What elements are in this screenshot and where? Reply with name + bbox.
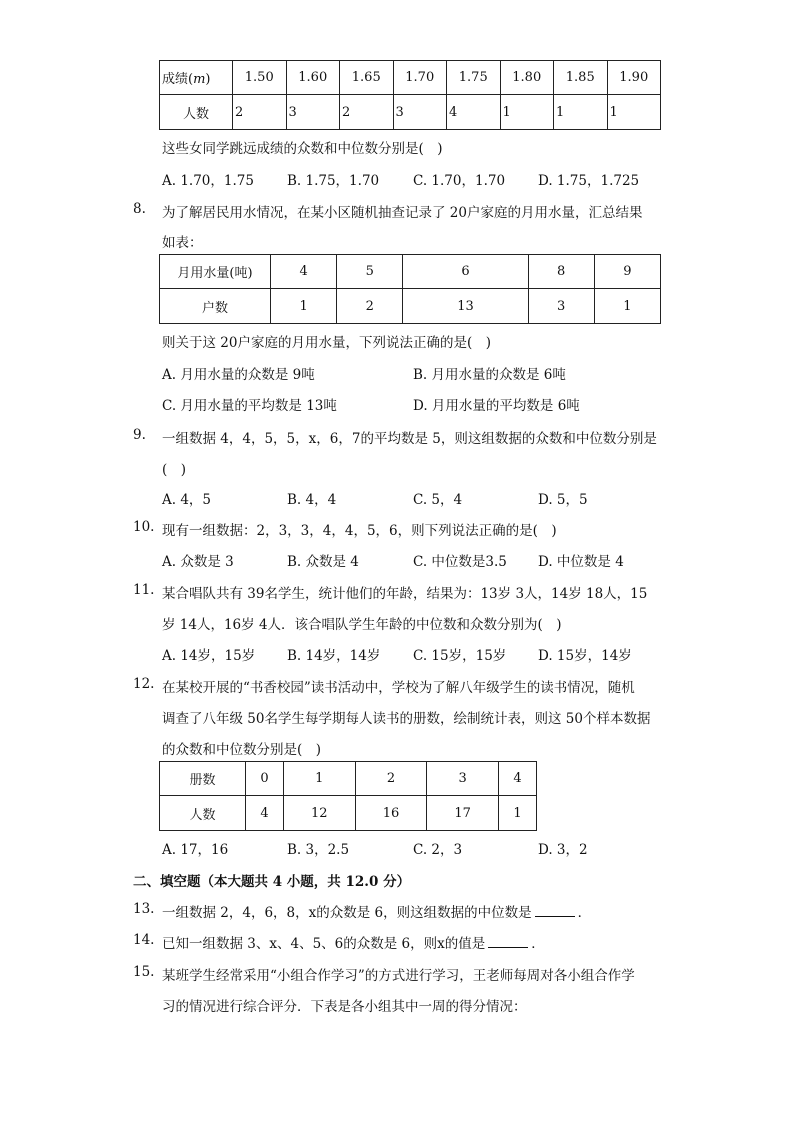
water-cell: 5 <box>337 255 403 289</box>
water-header-label: 月用水量(吨) <box>160 255 271 289</box>
option-a: A. 4，5 <box>162 492 212 508</box>
question-number: 12. <box>133 676 155 692</box>
household-cell: 13 <box>403 289 528 324</box>
option-a: A. 众数是 3 <box>162 554 234 570</box>
question-number: 10. <box>133 519 155 535</box>
question-8-line: 为了解居民用水情况，在某小区随机抽查记录了 20户家庭的月用水量，汇总结果 <box>162 205 643 221</box>
question-12-line: 在某校开展的“书香校园”读书活动中，学校为了解八年级学生的读书情况，随机 <box>162 680 635 696</box>
answer-blank[interactable] <box>488 933 528 948</box>
question-number: 9. <box>133 427 146 443</box>
books-table <box>159 761 537 831</box>
option-a: A. 14岁，15岁 <box>162 648 256 664</box>
books-cell: 1 <box>283 762 355 796</box>
question-14-end: ． <box>531 936 545 952</box>
score-cell: 1.65 <box>340 61 394 95</box>
students-cell: 4 <box>246 796 284 831</box>
books-header-label: 册数 <box>160 762 246 796</box>
students-row-label: 人数 <box>160 796 246 831</box>
answer-blank[interactable] <box>535 902 575 917</box>
household-cell: 1 <box>271 289 337 324</box>
question-15-line: 某班学生经常采用“小组合作学习”的方式进行学习，王老师每周对各小组合作学 <box>162 968 635 984</box>
option-a: A. 月用水量的众数是 9吨 <box>162 367 315 383</box>
option-a: A. 1.70，1.75 <box>162 173 254 189</box>
count-cell: 3 <box>286 95 340 130</box>
option-d: D. 3，2 <box>538 842 588 858</box>
score-cell: 1.90 <box>607 61 661 95</box>
question-13-text: 一组数据 2，4，6，8，x的众数是 6，则这组数据的中位数是 <box>162 905 532 921</box>
count-cell: 3 <box>393 95 447 130</box>
option-b: B. 4，4 <box>287 492 337 508</box>
students-cell: 12 <box>283 796 355 831</box>
option-c: C. 中位数是3.5 <box>413 554 507 570</box>
section-heading: 二、填空题（本大题共 4 小题，共 12.0 分） <box>133 874 411 890</box>
score-cell: 1.85 <box>554 61 608 95</box>
water-cell: 8 <box>528 255 594 289</box>
students-cell: 1 <box>499 796 537 831</box>
question-number: 11. <box>133 582 155 598</box>
score-cell: 1.60 <box>286 61 340 95</box>
score-table <box>159 60 661 130</box>
option-b: B. 3，2.5 <box>287 842 350 858</box>
question-8-line: 如表： <box>162 235 203 251</box>
water-cell: 9 <box>594 255 660 289</box>
question-14-text: 已知一组数据 3、x、4、5、6的众数是 6，则x的值是 <box>162 936 486 952</box>
option-c: C. 5，4 <box>413 492 463 508</box>
option-c: C. 月用水量的平均数是 13吨 <box>162 398 337 414</box>
option-a: A. 17，16 <box>162 842 229 858</box>
option-d: D. 15岁，14岁 <box>538 648 632 664</box>
option-c: C. 15岁，15岁 <box>413 648 507 664</box>
option-b: B. 月用水量的众数是 6吨 <box>413 367 566 383</box>
household-row-label: 户数 <box>160 289 271 324</box>
question-14-line <box>162 932 545 952</box>
household-cell: 3 <box>528 289 594 324</box>
score-cell: 1.70 <box>393 61 447 95</box>
count-cell: 1 <box>554 95 608 130</box>
question-number: 15. <box>133 964 155 980</box>
books-cell: 0 <box>246 762 284 796</box>
household-cell: 1 <box>594 289 660 324</box>
option-c: C. 2，3 <box>413 842 463 858</box>
question-9-line: 一组数据 4，4，5，5，x，6，7的平均数是 5，则这组数据的众数和中位数分别是 <box>162 431 657 447</box>
question-8-stem: 则关于这 20户家庭的月用水量，下列说法正确的是( ) <box>162 335 492 351</box>
count-cell: 2 <box>233 95 287 130</box>
option-d: D. 5，5 <box>538 492 588 508</box>
count-cell: 4 <box>447 95 501 130</box>
question-11-line: 某合唱队共有 39名学生，统计他们的年龄，结果为：13岁 3人，14岁 18人，15 <box>162 586 648 602</box>
students-cell: 16 <box>355 796 427 831</box>
option-b: B. 众数是 4 <box>287 554 359 570</box>
question-11-line: 岁 14人，16岁 4人．该合唱队学生年龄的中位数和众数分别为( ) <box>162 617 562 633</box>
option-c: C. 1.70，1.70 <box>413 173 506 189</box>
option-d: D. 1.75，1.725 <box>538 173 640 189</box>
score-cell: 1.80 <box>500 61 554 95</box>
question-13-line <box>162 901 591 921</box>
question-13-end: ． <box>577 905 592 921</box>
question-12-line: 调查了八年级 50名学生每学期每人读书的册数，绘制统计表，则这 50个样本数据 <box>162 711 651 727</box>
option-d: D. 月用水量的平均数是 6吨 <box>413 398 580 414</box>
score-cell: 1.50 <box>233 61 287 95</box>
score-cell: 1.75 <box>447 61 501 95</box>
water-cell: 4 <box>271 255 337 289</box>
question-number: 14. <box>133 932 155 948</box>
option-d: D. 中位数是 4 <box>538 554 624 570</box>
water-cell: 6 <box>403 255 528 289</box>
count-cell: 2 <box>340 95 394 130</box>
students-cell: 17 <box>427 796 499 831</box>
question-7-stem: 这些女同学跳远成绩的众数和中位数分别是( ) <box>162 141 443 157</box>
books-cell: 2 <box>355 762 427 796</box>
count-cell: 1 <box>607 95 661 130</box>
score-header-label: 成绩(m) <box>160 61 233 95</box>
question-number: 13. <box>133 901 155 917</box>
option-b: B. 14岁，14岁 <box>287 648 381 664</box>
question-12-line: 的众数和中位数分别是( ) <box>162 742 322 758</box>
count-cell: 1 <box>500 95 554 130</box>
books-cell: 4 <box>499 762 537 796</box>
count-row-label: 人数 <box>160 95 233 130</box>
question-9-line: ( ) <box>162 462 187 478</box>
question-15-line: 习的情况进行综合评分．下表是各小组其中一周的得分情况： <box>162 999 527 1015</box>
question-10-line: 现有一组数据：2，3，3，4，4，5，6，则下列说法正确的是( ) <box>162 523 557 539</box>
option-b: B. 1.75，1.70 <box>287 173 380 189</box>
books-cell: 3 <box>427 762 499 796</box>
question-number: 8. <box>133 201 146 217</box>
household-cell: 2 <box>337 289 403 324</box>
water-usage-table <box>159 254 661 324</box>
